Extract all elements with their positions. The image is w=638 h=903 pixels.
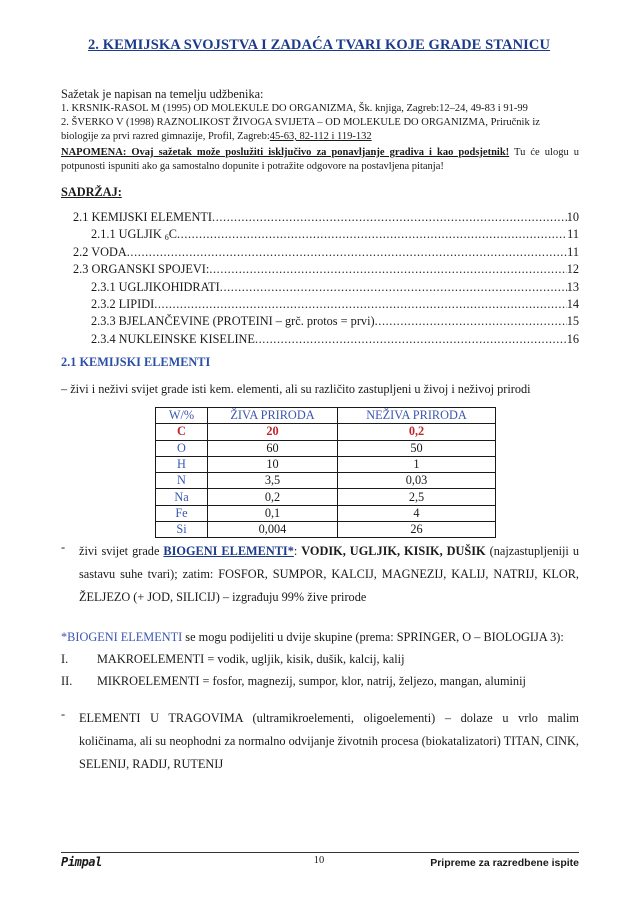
table-cell: 0,2: [208, 489, 338, 505]
table-cell: 3,5: [208, 473, 338, 489]
intro-block: [61, 86, 579, 144]
toc-page: 11: [567, 244, 579, 259]
toc-entry[interactable]: [61, 226, 579, 243]
toc-leader: [127, 244, 567, 261]
reference-1: 1. KRSNIK-RASOL M (1995) OD MOLEKULE DO ORGANIZMA, Šk. knjiga, Zagreb:12–24, 49-83 i 91-99: [61, 103, 528, 114]
bullet-item: [61, 707, 579, 776]
list-text: MIKROELEMENTI = fosfor, magnezij, sumpor, klor, natrij, željezo, mangan, aluminij: [97, 674, 526, 688]
table-cell: 2,5: [338, 489, 496, 505]
bullet-bold: VODIK, UGLJIK, KISIK, DUŠIK: [301, 544, 486, 558]
section-sentence: – živi i neživi svijet grade isti kem. elementi, ali su različito zastupljeni u živoj i neživoj prirodi: [61, 382, 531, 396]
toc-entry[interactable]: [61, 209, 579, 226]
table-row: [156, 456, 496, 472]
reference-2-text: 2. ŠVERKO V (1998) RAZNOLIKOST ŽIVOGA SVIJETA – OD MOLEKULE DO ORGANIZMA, Priručnik iz biologije za prvi razred gimnazije, Profil, Zagreb:: [61, 117, 540, 142]
toc-label: 2.3.1 UGLJIKOHIDRATI: [91, 279, 220, 294]
toc-entry[interactable]: [61, 261, 579, 278]
toc-leader: [220, 279, 567, 296]
table-cell: Fe: [156, 505, 208, 521]
table-cell: H: [156, 456, 208, 472]
toc-page: 12: [566, 262, 579, 277]
section-heading: 2.1 KEMIJSKI ELEMENTI: [61, 355, 211, 369]
toc-label-text: 2.1.1 UGLJIK: [91, 227, 165, 242]
toc-label: 2.3.4 NUKLEINSKE KISELINE: [91, 331, 255, 346]
table-cell: 20: [208, 424, 338, 440]
table-cell: C: [156, 424, 208, 440]
toc-page: 11: [567, 227, 579, 242]
toc-label-symbol: C: [168, 227, 177, 242]
toc-label: [91, 226, 177, 243]
contents-heading: SADRŽAJ:: [61, 185, 122, 199]
bullet-text: [79, 540, 579, 609]
toc-label: 2.3 ORGANSKI SPOJEVI:: [73, 262, 210, 277]
page-number: 10: [313, 855, 325, 866]
bullet-item: [61, 540, 579, 609]
table-header: ŽIVA PRIRODA: [208, 408, 338, 424]
toc-leader: [209, 261, 566, 278]
table-row: [156, 440, 496, 456]
table-cell: 4: [338, 505, 496, 521]
toc-leader: [177, 226, 567, 243]
biogeni-rest: se mogu podijeliti u dvije skupine (prema: SPRINGER, O – BIOLOGIJA 3):: [182, 630, 564, 644]
biogeni-label: *BIOGENI ELEMENTI: [61, 630, 183, 644]
table-cell: 50: [338, 440, 496, 456]
table-cell: 0,004: [208, 522, 338, 538]
table-row: [156, 522, 496, 538]
reference-2: [61, 116, 579, 144]
toc-entry[interactable]: [61, 279, 579, 296]
trace-elements-bullet: [61, 707, 579, 776]
table-header-row: [156, 408, 496, 424]
toc-page: 15: [566, 314, 579, 329]
footer-logo: Pimpal: [61, 855, 102, 869]
toc-page: 10: [566, 210, 579, 224]
table-cell: 60: [208, 440, 338, 456]
element-table: [155, 407, 496, 538]
footer-title: Pripreme za razredbene ispite: [430, 857, 579, 869]
toc-entry[interactable]: [61, 331, 579, 348]
table-cell: 0,2: [338, 424, 496, 440]
toc-label-subscript: 6: [164, 233, 169, 243]
toc-label: 2.3.3 BJELANČEVINE (PROTEINI – grč. protos = prvi): [91, 314, 375, 329]
table-cell: 0,03: [338, 473, 496, 489]
toc-leader: [375, 313, 567, 330]
table-row: [156, 473, 496, 489]
biogeni-link[interactable]: BIOGENI ELEMENTI*: [163, 544, 294, 558]
list-number: I.: [61, 652, 69, 666]
biogeni-block: [61, 626, 579, 692]
biogeni-intro: [61, 626, 579, 648]
bullet-colon: :: [293, 544, 302, 558]
toc-page: 16: [566, 331, 579, 346]
page-title: 2. KEMIJSKA SVOJSTVA I ZADAĆA TVARI KOJE GRADE STANICU: [87, 37, 551, 53]
list-text: MAKROELEMENTI = vodik, ugljik, kisik, dušik, kalcij, kalij: [97, 652, 405, 666]
toc-page: 13: [566, 279, 579, 294]
list-number: II.: [61, 674, 73, 688]
table-header: W/%: [156, 408, 208, 424]
table-cell: O: [156, 440, 208, 456]
toc-label: 2.2 VODA: [73, 244, 127, 259]
toc-leader: [212, 209, 567, 226]
note-block: [61, 146, 579, 174]
toc-entry[interactable]: [61, 244, 579, 261]
table-cell: 10: [208, 456, 338, 472]
note-bold: NAPOMENA: Ovaj sažetak može poslužiti isključivo za ponavljanje gradiva i kao podsjetnik!: [61, 147, 510, 158]
table-row: [156, 424, 496, 440]
bullet-text: ELEMENTI U TRAGOVIMA (ultramikroelementi, oligoelementi) – dolaze u vrlo malim količinama, ali su neophodni za normalno odvijanje životnih procesa (biokatalizatori) TITAN, CINK, SELENIJ, RADIJ, RUTENIJ: [79, 711, 579, 771]
table-cell: 0,1: [208, 505, 338, 521]
table-cell: Si: [156, 522, 208, 538]
toc-page: 14: [566, 296, 579, 311]
bullet-dash: -: [61, 540, 66, 554]
list-item: [61, 648, 579, 670]
list-item: [61, 670, 579, 692]
bullet-dash: -: [61, 707, 66, 721]
bullet-rest: (najzastupljeniji u sastavu suhe tvari); zatim: FOSFOR, SUMPOR, KALCIJ, MAGNEZIJ, KALIJ, NATRIJ, KLOR, ŽELJEZO (+ JOD, SILICIJ) – izgrađuju 99% žive prirode: [79, 544, 579, 604]
toc-entry[interactable]: [61, 313, 579, 330]
biogenic-bullet: [61, 540, 579, 609]
table-cell: Na: [156, 489, 208, 505]
intro-line: Sažetak je napisan na temelju udžbenika:: [61, 87, 264, 101]
table-of-contents: [61, 209, 579, 348]
table-row: [156, 489, 496, 505]
toc-entry[interactable]: [61, 296, 579, 313]
bullet-text-pre: živi svijet grade: [79, 544, 164, 558]
reference-2-pages: 45-63, 82-112 i 119-132: [269, 131, 372, 142]
table-row: [156, 505, 496, 521]
table-cell: N: [156, 473, 208, 489]
toc-label: 2.3.2 LIPIDI: [91, 296, 155, 311]
note-rest: Tu će ulogu u potpunosti ispuniti ako ga samostalno dopunite i potražite odgovore na postavljena pitanja!: [61, 147, 579, 172]
table-header: NEŽIVA PRIRODA: [338, 408, 496, 424]
toc-leader: [154, 296, 567, 313]
toc-label: 2.1 KEMIJSKI ELEMENTI: [73, 210, 213, 224]
table-cell: 26: [338, 522, 496, 538]
footer-divider: [61, 852, 579, 853]
table-cell: 1: [338, 456, 496, 472]
toc-leader: [255, 331, 567, 348]
